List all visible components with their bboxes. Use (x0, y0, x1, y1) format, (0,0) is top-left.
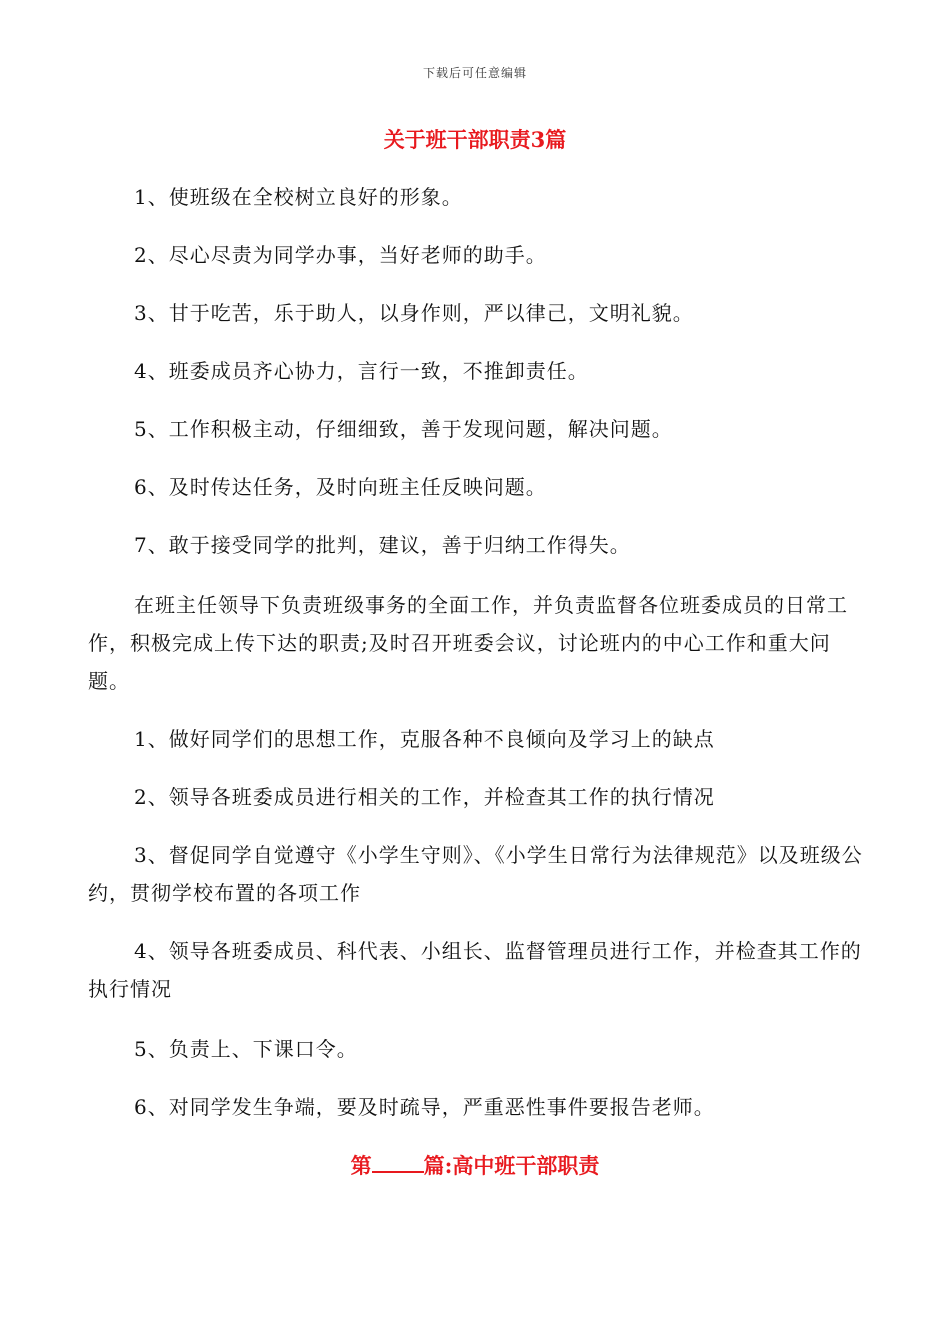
list-item: 7、敢于接受同学的批判，建议，善于归纳工作得失。 (134, 533, 631, 557)
section-title (0, 1150, 950, 1180)
list-item: 3、督促同学自觉遵守《小学生守则》、《小学生日常行为法律规范》以及班级公约，贯彻学校布置的各项工作 (88, 843, 863, 905)
list-item: 6、对同学发生争端，要及时疏导，严重恶性事件要报告老师。 (134, 1095, 715, 1119)
list-item: 2、领导各班委成员进行相关的工作，并检查其工作的执行情况 (134, 785, 715, 809)
list-item: 4、领导各班委成员、科代表、小组长、监督管理员进行工作，并检查其工作的执行情况 (88, 939, 862, 1001)
list-item: 3、甘于吃苦，乐于助人，以身作则，严以律己，文明礼貌。 (134, 301, 694, 325)
document-title: 关于班干部职责3篇 (383, 127, 567, 152)
title-blank-underline (372, 1153, 424, 1173)
body-paragraph: 在班主任领导下负责班级事务的全面工作，并负责监督各位班委成员的日常工作，积极完成上传下达的职责;及时召开班委会议，讨论班内的中心工作和重大问题。 (88, 593, 848, 693)
list-item: 2、尽心尽责为同学办事，当好老师的助手。 (134, 243, 547, 267)
list-item: 5、工作积极主动，仔细细致，善于发现问题，解决问题。 (134, 417, 673, 441)
list-item: 6、及时传达任务，及时向班主任反映问题。 (134, 475, 547, 499)
section-title-suffix: 篇:高中班干部职责 (423, 1153, 600, 1178)
section-title-prefix: 第 (350, 1153, 372, 1178)
list-item: 4、班委成员齐心协力，言行一致，不推卸责任。 (134, 359, 589, 383)
list-item: 5、负责上、下课口令。 (134, 1037, 358, 1061)
list-item: 1、使班级在全校树立良好的形象。 (134, 185, 463, 209)
list-item: 1、做好同学们的思想工作，克服各种不良倾向及学习上的缺点 (134, 727, 715, 751)
page-header-note: 下载后可任意编辑 (422, 66, 527, 80)
